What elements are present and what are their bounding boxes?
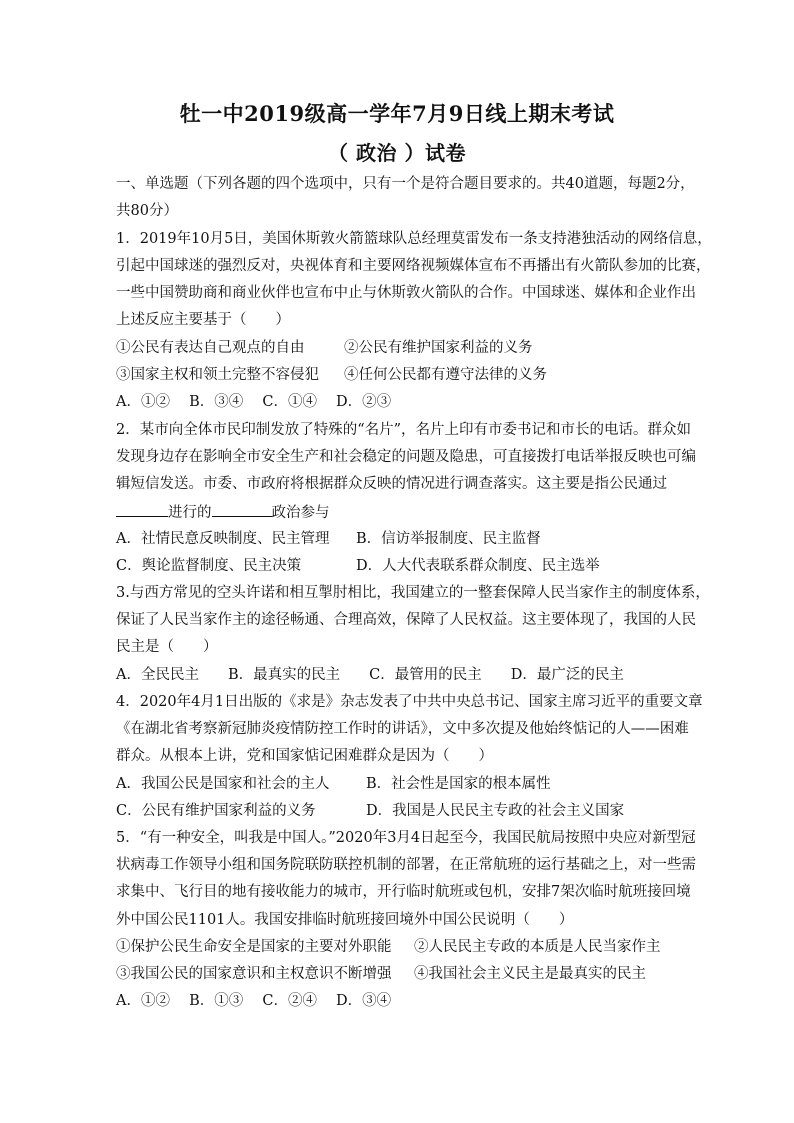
- q4-choice-c: C．公民有维护国家利益的义务: [116, 803, 316, 819]
- q1-stem: 上述反应主要基于（ ）: [116, 312, 290, 328]
- q2-choice-c: C．舆论监督制度、民主决策: [116, 558, 302, 574]
- q5-option-1: ①保护公民生命安全是国家的主要对外职能: [116, 939, 392, 955]
- q5-option-4: ④我国社会主义民主是最真实的民主: [414, 966, 646, 982]
- q1-stem: 1．2019年10月5日，美国休斯敦火箭篮球队总经理莫雷发布一条支持港独活动的网络信息，: [116, 231, 712, 247]
- q2-stem: 发现身边存在影响全市安全生产和社会稳定的问题及隐患，可直接拨打电话举报反映也可编: [116, 449, 696, 465]
- answer-blank: [212, 502, 272, 517]
- q1-option-3: ③国家主权和领土完整不容侵犯: [116, 367, 319, 383]
- q3-choices: A．全民民主 B．最真实的民主 C．最管用的民主 D．最广泛的民主: [116, 667, 624, 683]
- q3-stem: 保证了人民当家作主的途径畅通、合理高效，保障了人民权益。这主要体现了，我国的人民: [116, 612, 696, 628]
- q4-choice-b: B．社会性是国家的根本属性: [366, 776, 551, 792]
- q1-stem: 引起中国球迷的强烈反对，央视体育和主要网络视频媒体宣布不再播出有火箭队参加的比赛，: [116, 258, 711, 274]
- section-heading: 一、单选题（下列各题的四个选项中，只有一个是符合题目要求的。共40道题，每题2分，: [116, 176, 695, 192]
- q5-stem: 状病毒工作领导小组和国务院联防联控机制的部署，在正常航班的运行基础之上，对一些需: [116, 857, 696, 873]
- q5-option-2: ②人民民主专政的本质是人民当家作主: [414, 939, 661, 955]
- q2-stem: 辑短信发送。市委、市政府将根据群众反映的情况进行调查落实。这主要是指公民通过: [116, 476, 667, 492]
- q5-stem: 求集中、飞行目的地有接收能力的城市，开行临时航班或包机，安排7架次临时航班接回境: [116, 884, 691, 900]
- q1-stem: 一些中国赞助商和商业伙伴也宣布中止与休斯敦火箭队的合作。中国球迷、媒体和企业作出: [116, 285, 696, 301]
- q2-stem-blanks: 进行的 政治参与: [116, 502, 330, 522]
- q4-choice-d: D．我国是人民民主专政的社会主义国家: [366, 803, 625, 819]
- q3-stem: 3.与西方常见的空头许诺和相互掣肘相比，我国建立的一整套保障人民当家作主的制度体系，: [116, 585, 710, 601]
- page-subtitle: （ 政治 ）试卷: [328, 141, 466, 165]
- q4-stem: 4．2020年4月1日出版的《求是》杂志发表了中共中央总书记、国家主席习近平的重要文章: [116, 694, 703, 710]
- q2-choice-b: B．信访举报制度、民主监督: [356, 531, 541, 547]
- section-heading-cont: 共80分）: [116, 203, 178, 219]
- q1-option-4: ④任何公民都有遵守法律的义务: [344, 367, 547, 383]
- q1-option-1: ①公民有表达自己观点的自由: [116, 340, 305, 356]
- q5-option-3: ③我国公民的国家意识和主权意识不断增强: [116, 966, 392, 982]
- q5-choices: A．①② B．①③ C．②④ D．③④: [116, 993, 392, 1009]
- q2-choice-a: A．社情民意反映制度、民主管理: [116, 531, 330, 547]
- q3-stem: 民主是（ ）: [116, 639, 218, 655]
- answer-blank: [116, 502, 168, 517]
- q5-stem: 外中国公民1101人。我国安排临时航班接回境外中国公民说明（ ）: [116, 912, 574, 928]
- q4-stem: 群众。从根本上讲，党和国家惦记困难群众是因为（ ）: [116, 748, 493, 764]
- q1-choices: A．①② B．③④ C．①④ D．②③: [116, 394, 392, 410]
- q2-stem: 2．某市向全体市民印制发放了特殊的“名片”，名片上印有市委书记和市长的电话。群众如: [116, 422, 692, 438]
- q2-choice-d: D．人大代表联系群众制度、民主选举: [356, 558, 600, 574]
- q5-stem: 5．“有一种安全，叫我是中国人。”2020年3月4日起至今，我国民航局按照中央应对新型冠: [116, 830, 696, 846]
- q4-choice-a: A．我国公民是国家和社会的主人: [116, 776, 330, 792]
- page-title: 牡一中2019级高一学年7月9日线上期末考试: [179, 101, 615, 126]
- q1-option-2: ②公民有维护国家利益的义务: [344, 340, 533, 356]
- q4-stem: 《在湖北省考察新冠肺炎疫情防控工作时的讲话》，文中多次提及他始终惦记的人——困难: [116, 721, 689, 737]
